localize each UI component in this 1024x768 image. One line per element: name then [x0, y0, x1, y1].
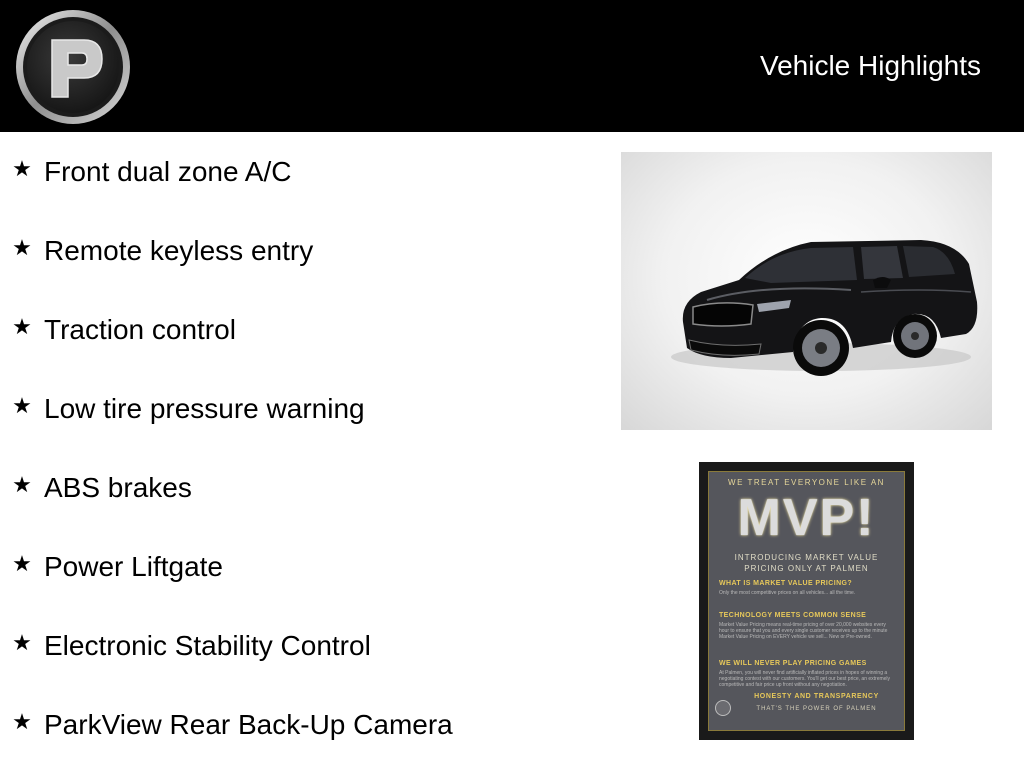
list-item: [0, 152, 291, 192]
list-item: [0, 705, 453, 745]
feature-label: ParkView Rear Back-Up Camera: [44, 709, 453, 740]
feature-label: Low tire pressure warning: [44, 393, 365, 424]
list-item: [0, 310, 236, 350]
feature-label: Remote keyless entry: [44, 235, 314, 266]
header-bar: [0, 0, 1024, 132]
list-item: [0, 626, 371, 666]
poster-section-body: Only the most competitive prices on all vehicles... all the time.: [719, 590, 856, 596]
poster-section-body: Market Value Pricing means real-time pricing of over 20,000 websites every hour to ensure that you and every single customer receives up to the minute Market Value Pricing on EVERY vehicle we sell... New or Pre-owned.: [719, 622, 888, 640]
poster-section-heading: TECHNOLOGY MEETS COMMON SENSE: [719, 612, 867, 619]
star-icon: ★: [12, 235, 32, 260]
page-title: Vehicle Highlights: [759, 50, 981, 81]
star-icon: ★: [12, 472, 32, 497]
poster-footer-heading: HONESTY AND TRANSPARENCY: [754, 693, 879, 700]
feature-label: Traction control: [44, 314, 236, 345]
list-item: [0, 389, 365, 429]
poster-intro: INTRODUCING MARKET VALUE PRICING ONLY AT PALMEN: [734, 553, 879, 573]
palmen-p-logo-icon[interactable]: [10, 7, 136, 127]
star-icon: ★: [12, 630, 32, 655]
poster-footer-tagline: THAT'S THE POWER OF PALMEN: [756, 706, 877, 712]
poster-section-heading: WHAT IS MARKET VALUE PRICING?: [719, 580, 853, 587]
list-item: [0, 547, 223, 587]
poster-section-body: At Palmen, you will never find artificially inflated prices in hopes of winning a negotiating contest with our customers. You'll get our best price, an extremely competitive and fair price up front without any negotiation.: [719, 670, 891, 688]
star-icon: ★: [12, 709, 32, 734]
list-item: [0, 231, 313, 271]
feature-label: Electronic Stability Control: [44, 630, 371, 661]
feature-label: ABS brakes: [44, 472, 192, 503]
list-item: [0, 468, 192, 508]
star-icon: ★: [12, 314, 32, 339]
market-value-pricing-poster[interactable]: [699, 462, 914, 740]
poster-headline: MVP!: [737, 489, 876, 547]
feature-label: Front dual zone A/C: [44, 156, 292, 187]
star-icon: ★: [12, 393, 32, 418]
poster-top-line: WE TREAT EVERYONE LIKE AN: [728, 478, 885, 487]
star-icon: ★: [12, 551, 32, 576]
star-icon: ★: [12, 156, 32, 181]
poster-panel: [708, 471, 905, 731]
poster-section-heading: WE WILL NEVER PLAY PRICING GAMES: [719, 660, 867, 667]
black-minivan-image[interactable]: [621, 152, 992, 430]
feature-label: Power Liftgate: [44, 551, 223, 582]
